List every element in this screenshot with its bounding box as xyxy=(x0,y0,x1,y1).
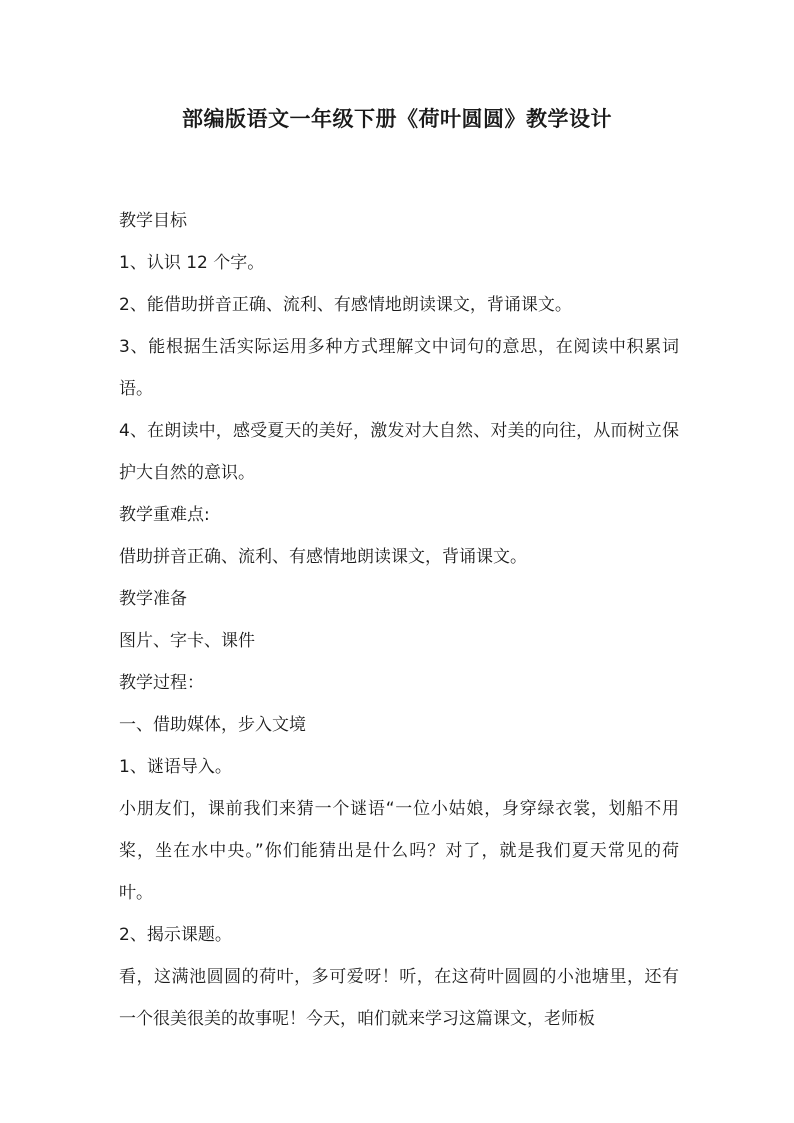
section-heading-preparation: 教学准备 xyxy=(119,589,187,609)
process-step-heading-1: 一、借助媒体，步入文境 xyxy=(119,715,306,735)
preparation-text: 图片、字卡、课件 xyxy=(119,631,255,651)
key-points-text: 借助拼音正确、流利、有感情地朗读课文，背诵课文。 xyxy=(119,547,527,567)
reveal-title-paragraph: 看，这满池圆圆的荷叶，多可爱呀！听，在这荷叶圆圆的小池塘里，还有一个很美很美的故事呢！今天，咱们就来学习这篇课文，老师板 xyxy=(119,967,679,1029)
objective-item-2: 2、能借助拼音正确、流利、有感情地朗读课文，背诵课文。 xyxy=(119,295,572,315)
objective-item-4: 4、在朗读中，感受夏天的美好，激发对大自然、对美的向往，从而树立保护大自然的意识。 xyxy=(119,421,679,483)
riddle-paragraph: 小朋友们，课前我们来猜一个谜语“一位小姑娘，身穿绿衣裳，划船不用桨，坐在水中央。”你们能猜出是什么吗？对了，就是我们夏天常见的荷叶。 xyxy=(119,799,679,903)
section-heading-process: 教学过程： xyxy=(119,673,204,693)
objective-item-1: 1、认识 12 个字。 xyxy=(119,253,265,273)
document-title: 部编版语文一年级下册《荷叶圆圆》教学设计 xyxy=(182,107,612,131)
section-heading-objectives: 教学目标 xyxy=(119,211,187,231)
section-heading-key-points: 教学重难点: xyxy=(119,505,210,525)
document-body xyxy=(119,200,679,1040)
process-substep-riddle: 1、谜语导入。 xyxy=(119,757,232,777)
process-substep-reveal-title: 2、揭示课题。 xyxy=(119,925,232,945)
objective-item-3: 3、能根据生活实际运用多种方式理解文中词句的意思，在阅读中积累词语。 xyxy=(119,337,679,399)
